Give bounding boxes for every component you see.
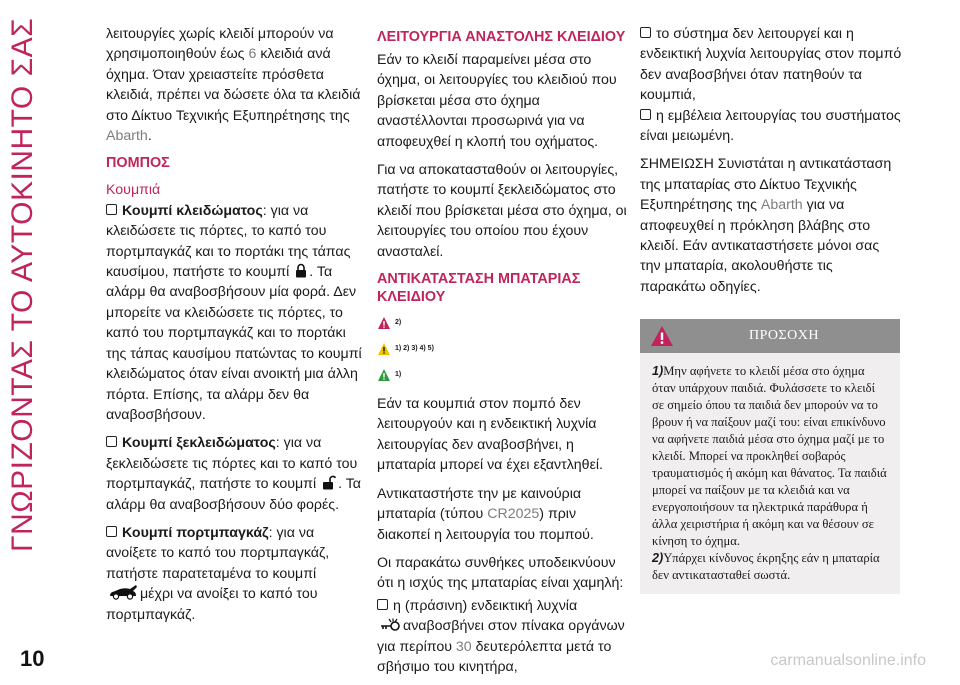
section-title-transmitter: ΠΟΜΠΟΣ [106,155,170,172]
key-indicator-icon [379,618,401,632]
intro-paragraph: λειτουργίες χωρίς κλειδί μπορούν να χρησιμοποιηθούν έως 6 κλειδιά ανά όχημα. Όταν χρειαστείτε πρόσθετα κλειδιά, πρέπει να δώσετε όλα τα κλειδιά στο Δίκτυο Τεχνικής Εξυπηρέτησης της Abarth. [106,26,361,145]
page-number: 10 [20,646,45,671]
warning-ref-row-2: 1) 2) 3) 4) 5) [377,336,631,362]
column-3 [640,24,902,594]
notice-item-1: 1)Μην αφήνετε το κλειδί μέσα στο όχημα όταν υπάρχουν παιδιά. Φυλάσσετε το κλειδί σε σημείο όπου τα παιδιά δεν μπορούν να το βρουν ή να παίξουν μαζί του: είναι επικίνδυνο να αφήνετε παιδιά μέσα στο όχημα μαζί με το κλειδί. Μπορεί να προκληθεί σοβαρός τραυματισμός ή ακόμη και θάνατος. Τα παιδιά μπορεί να παίξουν με τα κλειδιά και να ενεργοποιήσουν τα ηλεκτρικά παράθυρα ή άλλα χειριστήρια ή ακόμη και να θέσουν σε κίνηση το όχημα. [652,364,887,549]
warning-triangle-yellow-icon [377,342,391,356]
bullet-box-icon [106,436,117,447]
padlock-locked-icon [295,263,307,278]
car-trunk-open-icon [108,584,138,600]
notice-item-2: 2)Υπάρχει κίνδυνος έκρηξης εάν η μπαταρία δεν αντικατασταθεί σωστά. [652,551,880,583]
bullet-box-icon [106,204,117,215]
warning-notice-box [640,319,900,594]
lock-button-paragraph: Κουμπί κλειδώματος: για να κλειδώσετε τις πόρτες, το καπό του πορτμπαγκάζ και το πορτάκι της τάπας καυσίμου, πατήστε το κουμπί . Τα αλάρμ θα αναβοσβήσουν μία φορά. Δεν μπορείτε να κλειδώσετε τις πόρτες, το καπό του πορτμπαγκάζ και το πορτάκι της τάπας καυσίμου πατώντας το κουμπί κλειδώματος όταν είναι ανοικτή μια άλλη πόρτα. Επίσης, τα αλάρμ δεν θα αναβοσβήσουν. [106,202,362,423]
bullet-box-icon [640,109,651,120]
battery-paragraph-1: Εάν τα κουμπιά στον πομπό δεν λειτουργούν και η ενδεικτική λυχνία λειτουργίας δεν αναβοσβήνει, η μπαταρία μπορεί να έχει εξαντληθεί. [377,396,603,474]
warning-ref-row-3: 1) [377,362,631,388]
trunk-button-paragraph: Κουμπί πορτμπαγκάζ: για να ανοίξετε το καπό του πορτμπαγκάζ, πατήστε παρατεταμένα το κουμπί μέχρι να ανοίξει το καπό του πορτμπαγκάζ. [106,524,330,623]
watermark: carmanualsonline.info [770,652,926,669]
unlock-button-paragraph: Κουμπί ξεκλειδώματος: για να ξεκλειδώσετε τις πόρτες και το καπό του πορτμπαγκάζ, πατήστε το κουμπί . Τα αλάρμ θα αναβοσβήσουν δύο φορές. [106,435,361,513]
warning-ref-row-1: 2) [377,310,631,336]
section-title-battery-replacement: ΑΝΤΙΚΑΤΑΣΤΑΣΗ ΜΠΑΤΑΡΙΑΣ ΚΛΕΙΔΙΟΥ [377,271,581,306]
battery-paragraph-3: Οι παρακάτω συνθήκες υποδεικνύουν ότι η ισχύς της μπαταρίας είναι χαμηλή: [377,554,624,592]
battery-bullet-2: το σύστημα δεν λειτουργεί και η ενδεικτική λυχνία λειτουργίας στον πομπό δεν αναβοσβήνει όταν πατηθούν τα κουμπιά, [640,26,902,104]
warning-triangle-icon [650,324,674,348]
bullet-box-icon [377,599,388,610]
notice-header [640,319,900,353]
notice-title: ΠΡΟΣΟΧΗ [749,328,819,344]
column-2 [377,24,631,685]
suspend-paragraph-2: Για να αποκατασταθούν οι λειτουργίες, πατήστε το κουμπί ξεκλειδώματος στο κλειδί που βρίσκεται μέσα στο όχημα, οι λειτουργίες του οποίου που έχουν ανασταλεί. [377,162,627,260]
battery-bullet-1: η (πράσινη) ενδεικτική λυχνία αναβοσβήνει στον πίνακα οργάνων για περίπου 30 δευτερόλεπτα μετά το σβήσιμο του κινητήρα, [377,597,625,675]
warning-triangle-red-icon [377,316,391,330]
padlock-unlocked-icon [322,475,336,490]
chapter-side-title: ΓΝΩΡΙΖΟΝΤΑΣ ΤΟ ΑΥΤΟΚΙΝΗΤΟ ΣΑΣ [6,18,39,553]
column-1 [106,24,368,633]
note-paragraph: ΣΗΜΕΙΩΣΗ Συνιστάται η αντικατάσταση της μπαταρίας στο Δίκτυο Τεχνικής Εξυπηρέτησης της Abarth για να αποφευχθεί η πρόκληση βλάβης στο κλειδί. Εάν αντικαταστήσετε μόνοι σας την μπαταρία, ακολουθήστε τις παρακάτω οδηγίες. [640,156,892,295]
section-title-key-suspend: ΛΕΙΤΟΥΡΓΙΑ ΑΝΑΣΤΟΛΗΣ ΚΛΕΙΔΙΟΥ [377,29,626,45]
bullet-box-icon [640,27,651,38]
battery-bullet-3: η εμβέλεια λειτουργίας του συστήματος είναι μειωμένη. [640,107,901,145]
bullet-box-icon [106,526,117,537]
battery-paragraph-2: Αντικαταστήστε την με καινούρια μπαταρία (τύπου CR2025) πριν διακοπεί η λειτουργία του πομπού. [377,485,594,543]
suspend-paragraph-1: Εάν το κλειδί παραμείνει μέσα στο όχημα, οι λειτουργίες του κλειδιού που βρίσκεται μέσα στο όχημα αναστέλλονται προσωρινά για να αποφευχθεί η κλοπή του οχήματος. [377,52,617,150]
notice-body [640,353,900,594]
subsection-title-buttons: Κουμπιά [106,182,161,199]
warning-triangle-green-icon [377,368,391,382]
